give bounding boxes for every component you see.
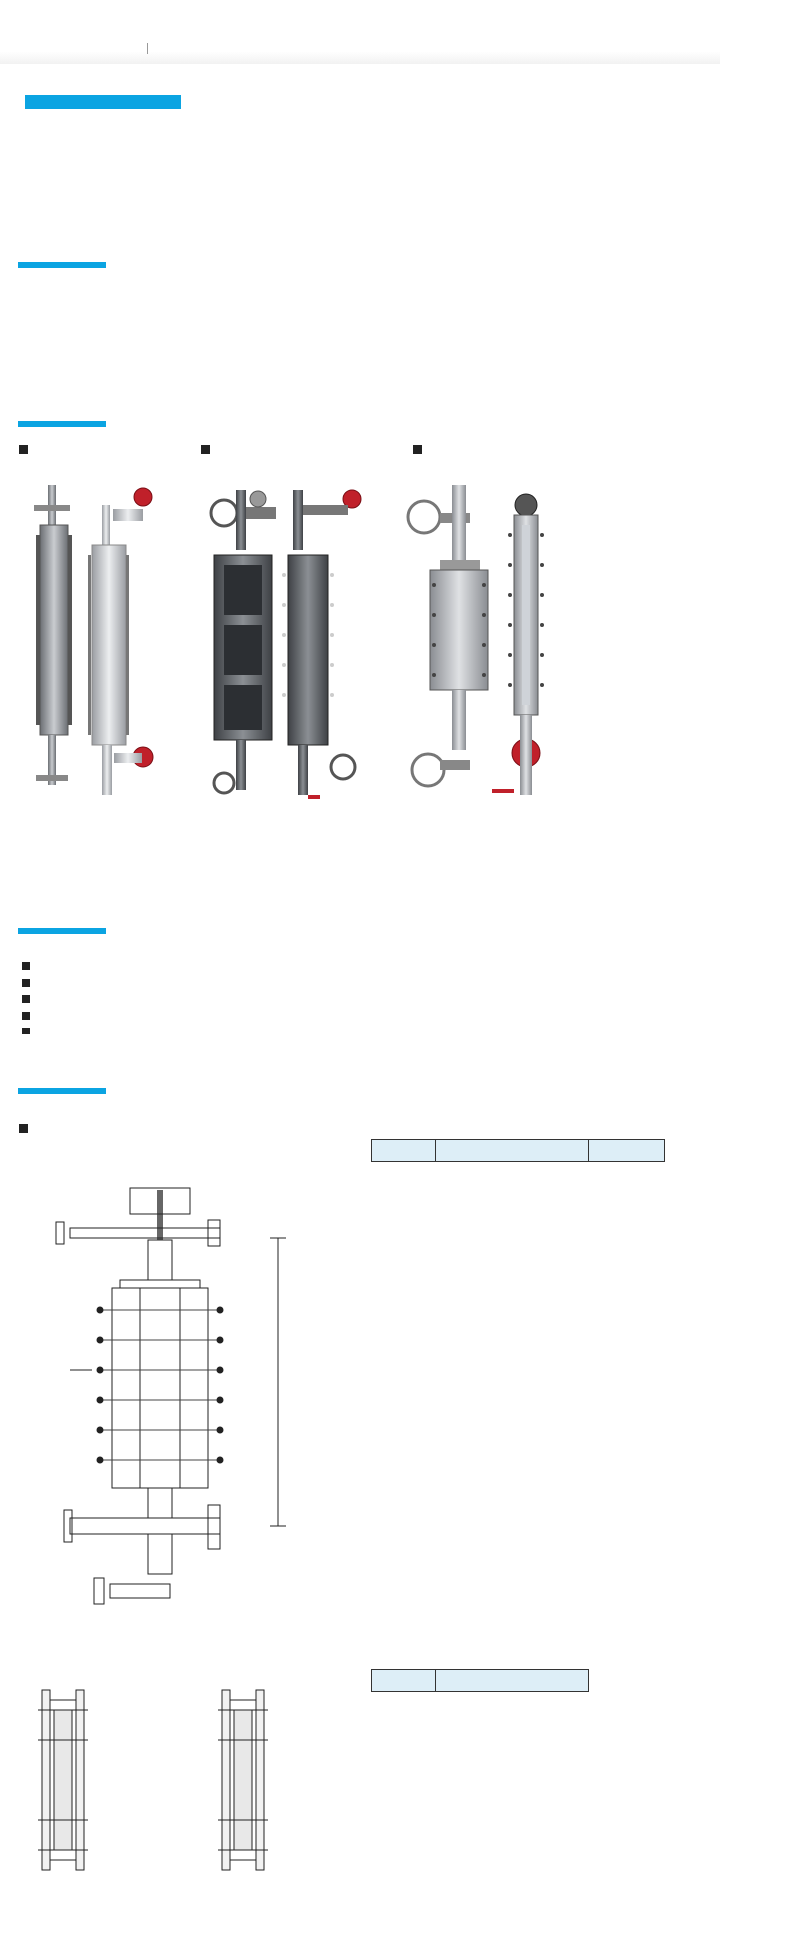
- section-drawing: [28, 1680, 298, 1880]
- section-parts-table: [371, 1669, 589, 1692]
- col-qty: [589, 1140, 665, 1162]
- model-accent-line: [18, 421, 106, 427]
- specification-accent-line: [18, 928, 106, 934]
- htg3-product-image: [402, 485, 562, 805]
- spec-item: [22, 958, 38, 975]
- htg1-technical-drawing: [30, 1150, 300, 1640]
- parts-table: [371, 1139, 665, 1162]
- header-divider: [147, 43, 148, 54]
- title-accent-bar: [25, 95, 181, 109]
- htg2-product-image: [208, 485, 368, 805]
- spec-item: [22, 975, 38, 992]
- col-no: [372, 1670, 436, 1692]
- drawings-subheading: [19, 1120, 35, 1139]
- top-header: [0, 0, 720, 64]
- drawings-accent-line: [18, 1088, 106, 1094]
- model-htg1-heading: [19, 441, 35, 460]
- section-parts-table-header: [372, 1670, 589, 1692]
- htg1-product-image: [28, 485, 168, 805]
- col-parts: [435, 1670, 588, 1692]
- spec-item: [22, 1008, 38, 1025]
- col-no: [372, 1140, 436, 1162]
- description-accent-line: [18, 262, 106, 268]
- spec-item: [22, 991, 38, 1008]
- model-htg3-heading: [413, 441, 429, 460]
- parts-table-header: [372, 1140, 665, 1162]
- spec-item: [22, 1024, 38, 1034]
- model-htg2-heading: [201, 441, 217, 460]
- specification-list: [22, 958, 38, 1034]
- col-parts: [435, 1140, 588, 1162]
